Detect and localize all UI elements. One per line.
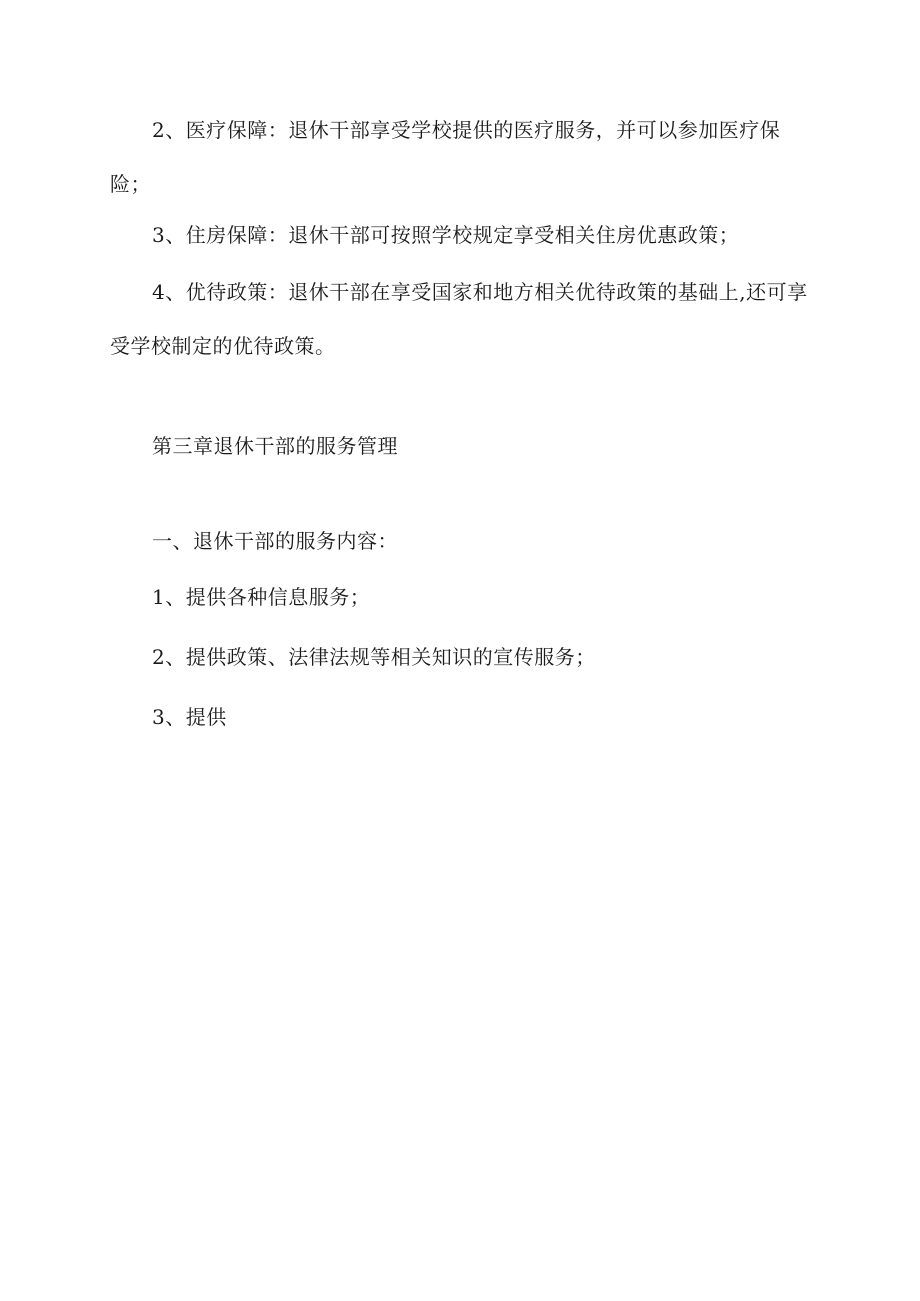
list-item: 3、提供 [152, 705, 227, 729]
section-title: 一、退休干部的服务内容： [152, 529, 398, 553]
paragraph-medical-security: 2、医疗保障：退休干部享受学校提供的医疗服务，并可以参加医疗保险； [110, 118, 781, 196]
list-item: 1、提供各种信息服务； [152, 585, 371, 609]
paragraph-preferential-policy: 4、优待政策：退休干部在享受国家和地方相关优待政策的基础上,还可享受学校制定的优待政策。 [110, 280, 808, 358]
chapter-title: 第三章退休干部的服务管理 [152, 434, 398, 458]
paragraph-housing-security: 3、住房保障：退休干部可按照学校规定享受相关住房优惠政策； [152, 223, 740, 247]
list-item: 2、提供政策、法律法规等相关知识的宣传服务； [152, 645, 596, 669]
